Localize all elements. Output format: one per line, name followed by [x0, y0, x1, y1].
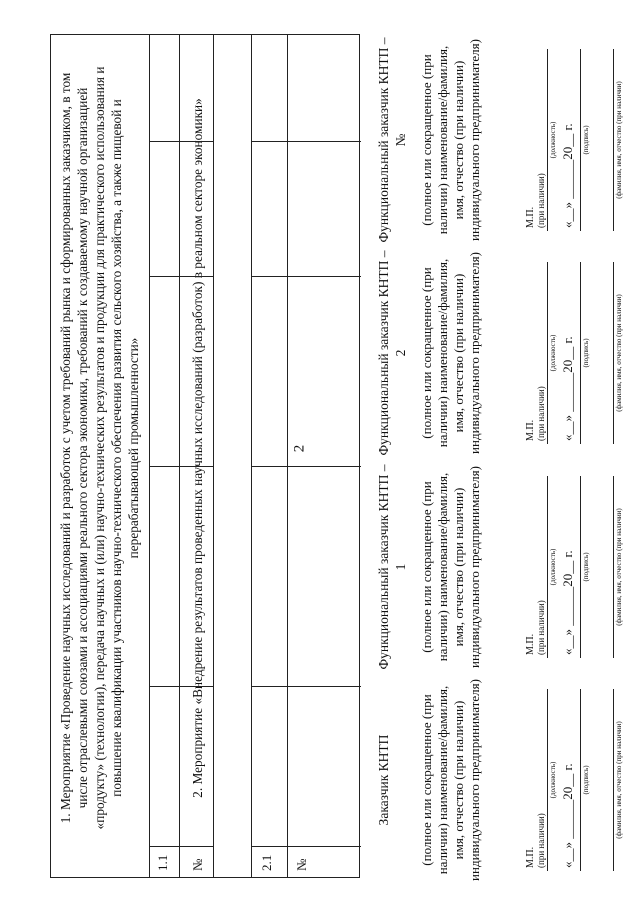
signature-description: (полное или сокращенное (при наличии) наименование/фамилия, имя, отчество (при наличии) индивидуального предпринимателя) — [419, 679, 482, 881]
table-divider — [179, 35, 180, 877]
signature-block-functional-n — [375, 35, 624, 245]
signature-title: Функциональный заказчик КНТП – № — [376, 37, 408, 243]
signature-caption: (подпись) — [582, 125, 590, 155]
date-field: «__» ______20__ г. — [560, 123, 575, 228]
signature-description: (полное или сокращенное (при наличии) наименование/фамилия, имя, отчество (при наличии) индивидуального предпринимателя) — [419, 466, 482, 668]
position-caption: (должность) — [549, 548, 557, 586]
row-label: 2.1 — [259, 854, 274, 871]
signature-title: Функциональный заказчик КНТП – 1 — [376, 464, 408, 670]
grid-line — [251, 686, 361, 687]
mp-label: М.П. — [525, 633, 536, 655]
grid-line — [251, 466, 361, 467]
grid-line — [251, 141, 361, 142]
date-field: «__» ______20__ г. — [560, 763, 575, 868]
mp-note: (при наличии) — [536, 386, 546, 441]
grid-line — [251, 846, 361, 847]
grid-line — [149, 141, 213, 142]
name-caption: (фамилия, имя, отчество (при наличии) — [615, 294, 623, 412]
signature-block-customer — [375, 675, 624, 885]
name-line — [591, 262, 614, 444]
row-label: № — [190, 858, 205, 871]
grid-line — [251, 276, 361, 277]
table-divider — [149, 35, 150, 877]
mp-label: М.П. — [525, 419, 536, 441]
row-label: 1.1 — [155, 854, 170, 871]
position-caption: (должность) — [549, 334, 557, 372]
signature-block-functional-1 — [375, 462, 624, 672]
section2-title: 2. Мероприятие «Внедрение результатов проведенных научных исследований (разработок) в реальном секторе экономики» — [190, 98, 205, 798]
position-caption: (должность) — [549, 121, 557, 159]
signature-title: Функциональный заказчик КНТП – 2 — [376, 250, 408, 456]
mp-note: (при наличии) — [536, 600, 546, 655]
position-caption: (должность) — [549, 761, 557, 799]
signature-description: (полное или сокращенное (при наличии) наименование/фамилия, имя, отчество (при наличии) индивидуального предпринимателя) — [419, 39, 482, 241]
table-divider — [251, 35, 252, 877]
row-label: № — [294, 858, 309, 871]
stamp-mark — [525, 813, 546, 868]
name-caption: (фамилия, имя, отчество (при наличии) — [615, 81, 623, 199]
table-divider — [287, 35, 288, 877]
mp-note: (при наличии) — [536, 173, 546, 228]
grid-line — [149, 686, 213, 687]
section1-title: 1. Мероприятие «Проведение научных исследований и разработок с учетом требований рынка и сформированных заказчиком, в том числе отраслевыми союзами и ассоциациями реального сектора экономики, требований к создаваемому научной организацией «продукту» (технологии), передача научных и (или) научно-технических результатов и продукции для практического использования и повышение квалификации участников научно-технического обеспечения развития сельского хозяйства, а также пищевой и перерабатывающей промышленности» — [58, 66, 141, 830]
signature-description: (полное или сокращенное (при наличии) наименование/фамилия, имя, отчество (при наличии) индивидуального предпринимателя) — [419, 252, 482, 454]
signature-title: Заказчик КНТП — [376, 734, 391, 826]
signature-caption: (подпись) — [582, 338, 590, 368]
date-field: «__» ______20__ г. — [560, 336, 575, 441]
stamp-mark — [525, 173, 546, 228]
stamp-mark — [525, 386, 546, 441]
mp-note: (при наличии) — [536, 813, 546, 868]
grid-line — [149, 466, 213, 467]
signature-block-functional-2 — [375, 248, 624, 458]
grid-line — [149, 846, 213, 847]
mp-label: М.П. — [525, 846, 536, 868]
page-number: 2 — [291, 444, 308, 453]
rotated-document — [50, 30, 623, 890]
name-caption: (фамилия, имя, отчество (при наличии) — [615, 721, 623, 839]
signature-caption: (подпись) — [582, 552, 590, 582]
name-line — [591, 476, 614, 658]
name-caption: (фамилия, имя, отчество (при наличии) — [615, 508, 623, 626]
signature-caption: (подпись) — [582, 765, 590, 795]
program-table — [50, 34, 360, 878]
name-line — [591, 49, 614, 231]
stamp-mark — [525, 600, 546, 655]
name-line — [591, 689, 614, 871]
date-field: «__» ______20__ г. — [560, 550, 575, 655]
table-divider — [213, 35, 214, 877]
grid-line — [149, 276, 213, 277]
mp-label: М.П. — [525, 206, 536, 228]
